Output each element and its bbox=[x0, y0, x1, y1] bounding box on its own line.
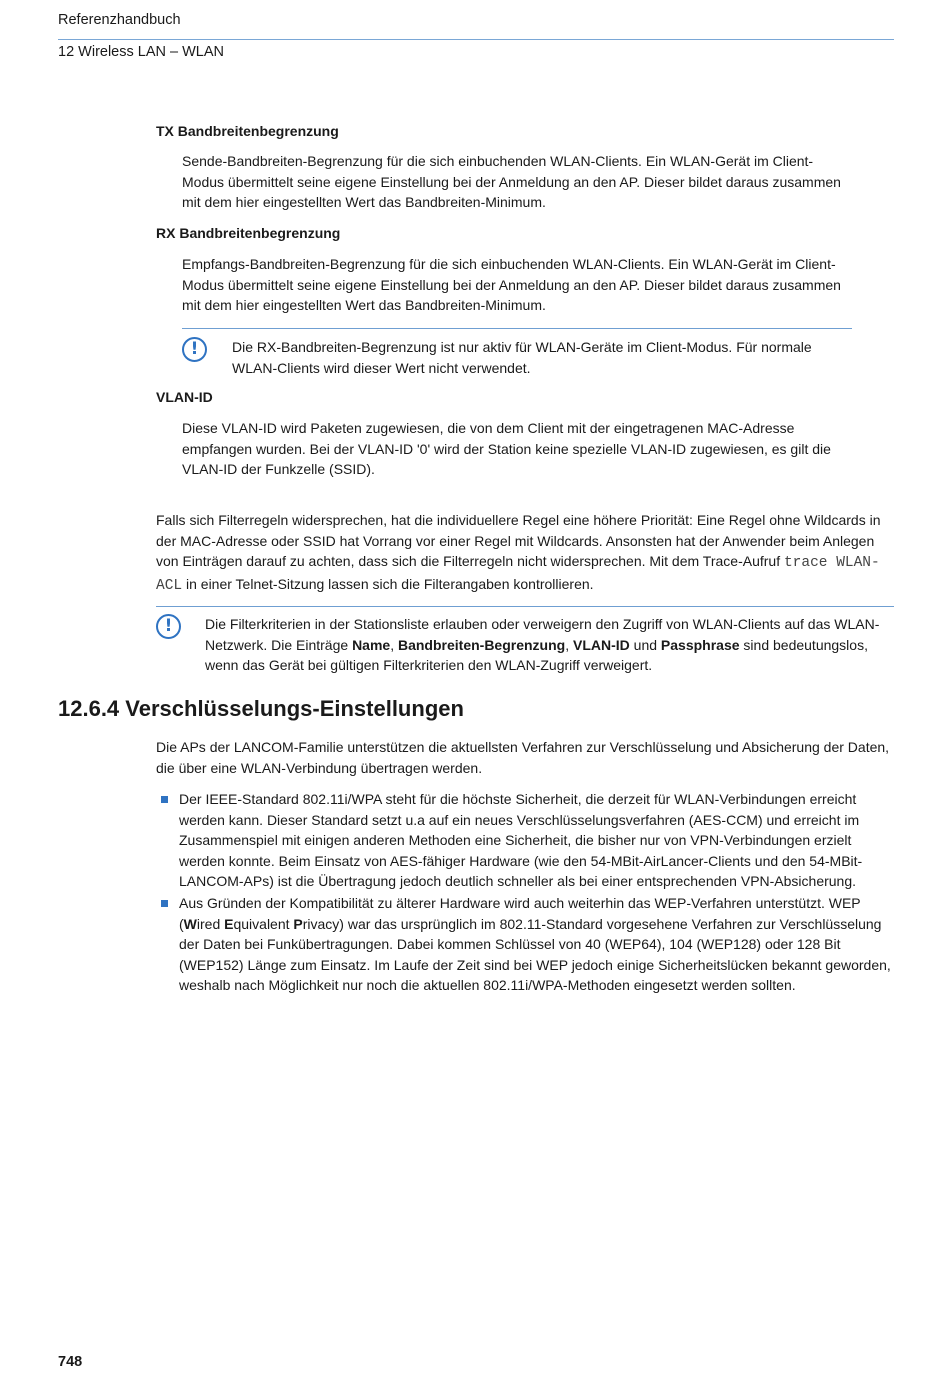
warning-icon: ! bbox=[182, 337, 207, 362]
filter-note-divider bbox=[156, 606, 894, 607]
header-divider bbox=[58, 39, 894, 40]
filter-paragraph bbox=[156, 510, 896, 596]
bold-passphrase: Passphrase bbox=[660, 636, 740, 653]
list-item: Der IEEE-Standard 802.11i/WPA steht für die höchste Sicherheit, die derzeit für WLAN-Verbindungen erreicht werden kann. Dieser Standard setzt u.a auf ein neues Verschlüsselungsverfahren (AES-CCM) und erreicht im Zusammenspiel mit einigen anderen Methoden eine Sicherheit, die bisher nur von VPN-Verbindungen erzielt werden konnte. Beim Einsatz von AES-fähiger Hardware (wie den 54-MBit-AirLancer-Clients und den 54-MBit-LANCOM-APs) ist die Übertragung jedoch deutlich schneller als bei einer entsprechenden VPN-Absicherung. bbox=[160, 789, 894, 892]
section-heading: 12.6.4 Verschlüsselungs-Einstellungen bbox=[58, 696, 464, 721]
description-vlan-id: Diese VLAN-ID wird Paketen zugewiesen, die von dem Client mit der eingetragenen MAC-Adresse empfangen wurden. Bei der VLAN-ID '0' wird der Station keine spezielle VLAN-ID zugewiesen, es gilt die VLAN-ID der Funkzelle (SSID). bbox=[182, 420, 831, 478]
section-intro: Die APs der LANCOM-Familie unterstützen die aktuellsten Verfahren zur Verschlüsselung und Absicherung der Daten, die über eine WLAN-Verbindung übertragen werden. bbox=[156, 739, 890, 776]
filter-paragraph-text-end: in einer Telnet-Sitzung lassen sich die Filterangaben kontrollieren. bbox=[182, 575, 594, 592]
warning-icon: ! bbox=[156, 614, 181, 639]
book-title: Referenzhandbuch bbox=[58, 12, 181, 28]
term-tx: TX Bandbreitenbegrenzung bbox=[156, 123, 339, 139]
filter-note-text: Die Filterkriterien in der Stationsliste erlauben oder verweigern den Zugriff von WLAN-Clients auf das WLAN-Netzwerk. Die Einträge Name, Bandbreiten-Begrenzung, VLAN-ID und Passphrase sind bedeutungslos, wenn das Gerät bei gültigen Filterkriterien den WLAN-Zugriff verweigert. bbox=[205, 616, 880, 674]
bullet-square-icon bbox=[161, 796, 168, 803]
filter-paragraph-text: Falls sich Filterregeln widersprechen, hat die individuellere Regel eine höhere Priorität: Eine Regel ohne Wildcards in der MAC-Adresse oder SSID hat Vorrang vor einer Regel mit Wildcards. Ansonsten hat der Anwender beim Anlegen von Einträgen darauf zu achten, dass sich die Filterregeln nicht widersprechen. Mit dem Trace-Aufruf bbox=[156, 512, 881, 570]
term-vlan-id: VLAN-ID bbox=[156, 389, 213, 405]
trace-command: trace WLAN-ACL bbox=[156, 555, 880, 594]
rx-note-divider bbox=[182, 328, 852, 329]
chapter-title: 12 Wireless LAN – WLAN bbox=[58, 44, 224, 60]
bold-bandwidth: Bandbreiten-Begrenzung bbox=[397, 636, 566, 653]
description-rx: Empfangs-Bandbreiten-Begrenzung für die sich einbuchenden WLAN-Clients. Ein WLAN-Gerät im Client-Modus übermittelt seine eigene Einstellung bei der Anmeldung an den AP. Dieser bildet daraus zusammen mit dem hier eingestellten Wert das Bandbreiten-Minimum. bbox=[182, 256, 841, 314]
rx-note-text: Die RX-Bandbreiten-Begrenzung ist nur aktiv für WLAN-Geräte im Client-Modus. Für normale WLAN-Clients wird dieser Wert nicht verwendet. bbox=[232, 339, 812, 376]
bold-vlan-id: VLAN-ID bbox=[573, 636, 630, 653]
description-tx: Sende-Bandbreiten-Begrenzung für die sich einbuchenden WLAN-Clients. Ein WLAN-Gerät im Client-Modus übermittelt seine eigene Einstellung bei der Anmeldung an den AP. Dieser bildet daraus zusammen mit dem hier eingestellten Wert das Bandbreiten-Minimum. bbox=[182, 153, 841, 211]
list-item: Aus Gründen der Kompatibilität zu älterer Hardware wird auch weiterhin das WEP-Verfahren unterstützt. WEP (Wired Equivalent Privacy) war das ursprünglich im 802.11-Standard vorgesehene Verfahren zur Verschlüsselung der Daten bei Funkübertragungen. Dabei kommen Schlüssel von 40 (WEP64), 104 (WEP128) oder 128 Bit (WEP152) Länge zum Einsatz. Im Laufe der Zeit sind bei WEP jedoch einige Sicherheitslücken bekannt geworden, weshalb nach Möglichkeit nur noch die aktuellen 802.11i/WPA-Methoden eingesetzt werden sollten. bbox=[160, 893, 894, 996]
term-rx: RX Bandbreitenbegrenzung bbox=[156, 225, 341, 241]
bullet-square-icon bbox=[161, 900, 168, 907]
bold-name: Name bbox=[352, 636, 391, 653]
page-number: 748 bbox=[58, 1354, 83, 1370]
encryption-list bbox=[160, 789, 894, 997]
